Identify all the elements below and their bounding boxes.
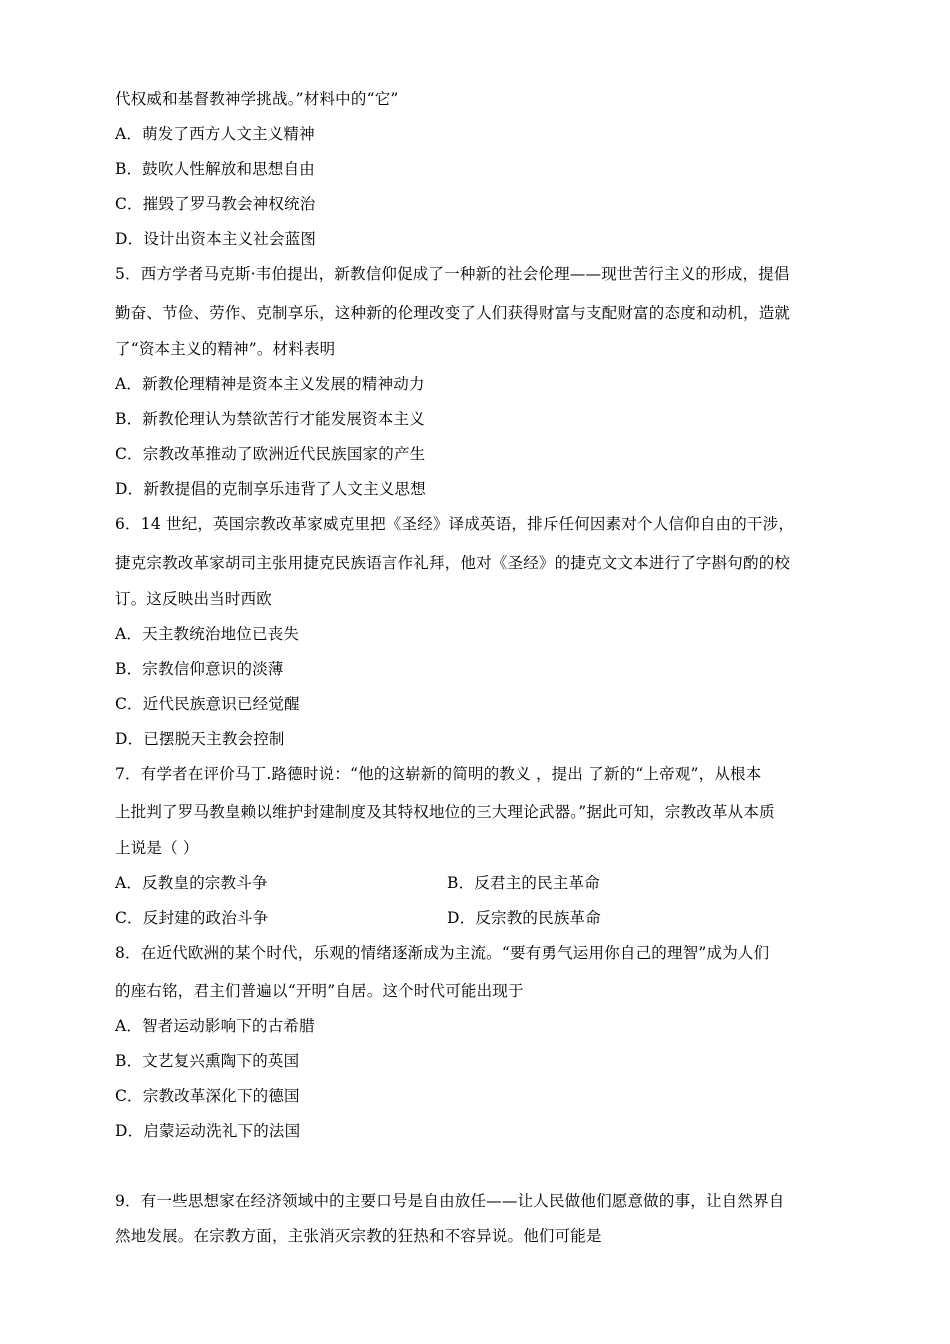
q4-option-c: C．摧毁了罗马教会神权统治 [115, 195, 316, 213]
q6-option-a: A．天主教统治地位已丧失 [115, 625, 300, 643]
q8-stem-line-2: 的座右铭，君主们普遍以“开明”自居。这个时代可能出现于 [115, 982, 524, 1000]
q6-option-d: D．已摆脱天主教会控制 [115, 730, 285, 748]
q4-option-d: D．设计出资本主义社会蓝图 [115, 230, 317, 248]
q7-option-b: B．反君主的民主革命 [447, 874, 600, 892]
q7-option-d: D．反宗教的民族革命 [447, 909, 601, 927]
q7-stem-line-2: 上批判了罗马教皇赖以维护封建制度及其特权地位的三大理论武器。”据此可知，宗教改革从本质 [115, 803, 775, 821]
q6-stem-line-2: 捷克宗教改革家胡司主张用捷克民族语言作礼拜，他对《圣经》的捷克文文本进行了字斟句酌的校 [115, 554, 791, 572]
q5-stem-line-1: 5．西方学者马克斯·韦伯提出，新教信仰促成了一种新的社会伦理——现世苦行主义的形成，提倡 [115, 265, 790, 283]
q6-option-c: C．近代民族意识已经觉醒 [115, 695, 300, 713]
q5-option-c: C．宗教改革推动了欧洲近代民族国家的产生 [115, 445, 426, 463]
q7-stem-line-3: 上说是（ ） [115, 839, 199, 857]
q9-stem-line-2: 然地发展。在宗教方面，主张消灭宗教的狂热和不容异说。他们可能是 [115, 1227, 602, 1245]
q6-stem-line-3: 订。这反映出当时西欧 [115, 590, 273, 608]
q8-stem-line-1: 8．在近代欧洲的某个时代，乐观的情绪逐渐成为主流。“要有勇气运用你自己的理智”成为人们 [115, 944, 770, 962]
q8-option-c: C．宗教改革深化下的德国 [115, 1087, 300, 1105]
q4-option-b: B．鼓吹人性解放和思想自由 [115, 160, 315, 178]
q6-stem-line-1: 6．14 世纪，英国宗教改革家威克里把《圣经》译成英语，排斥任何因素对个人信仰自由的干涉， [115, 515, 795, 533]
q6-option-b: B．宗教信仰意识的淡薄 [115, 660, 284, 678]
q7-option-c: C．反封建的政治斗争 [115, 909, 269, 927]
q5-option-b: B．新教伦理认为禁欲苦行才能发展资本主义 [115, 410, 425, 428]
q7-stem-line-1: 7．有学者在评价马丁.路德时说：“他的这崭新的简明的教义 ，提出 了新的“上帝观”，从根本 [115, 765, 762, 783]
q4-stem-tail: 代权威和基督教神学挑战。”材料中的“它” [115, 90, 399, 108]
q8-option-a: A．智者运动影响下的古希腊 [115, 1017, 315, 1035]
q8-option-d: D．启蒙运动洗礼下的法国 [115, 1122, 301, 1140]
q5-stem-line-2: 勤奋、节俭、劳作、克制享乐，这种新的伦理改变了人们获得财富与支配财富的态度和动机，造就 [115, 304, 791, 322]
q8-option-b: B．文艺复兴熏陶下的英国 [115, 1052, 300, 1070]
q5-option-d: D．新教提倡的克制享乐违背了人文主义思想 [115, 480, 426, 498]
q4-option-a: A．萌发了西方人文主义精神 [115, 125, 315, 143]
q5-stem-line-3: 了“资本主义的精神”。材料表明 [115, 340, 336, 358]
q7-option-a: A．反教皇的宗教斗争 [115, 874, 268, 892]
q9-stem-line-1: 9．有一些思想家在经济领域中的主要口号是自由放任——让人民做他们愿意做的事，让自然界自 [115, 1192, 785, 1210]
q5-option-a: A．新教伦理精神是资本主义发展的精神动力 [115, 375, 425, 393]
